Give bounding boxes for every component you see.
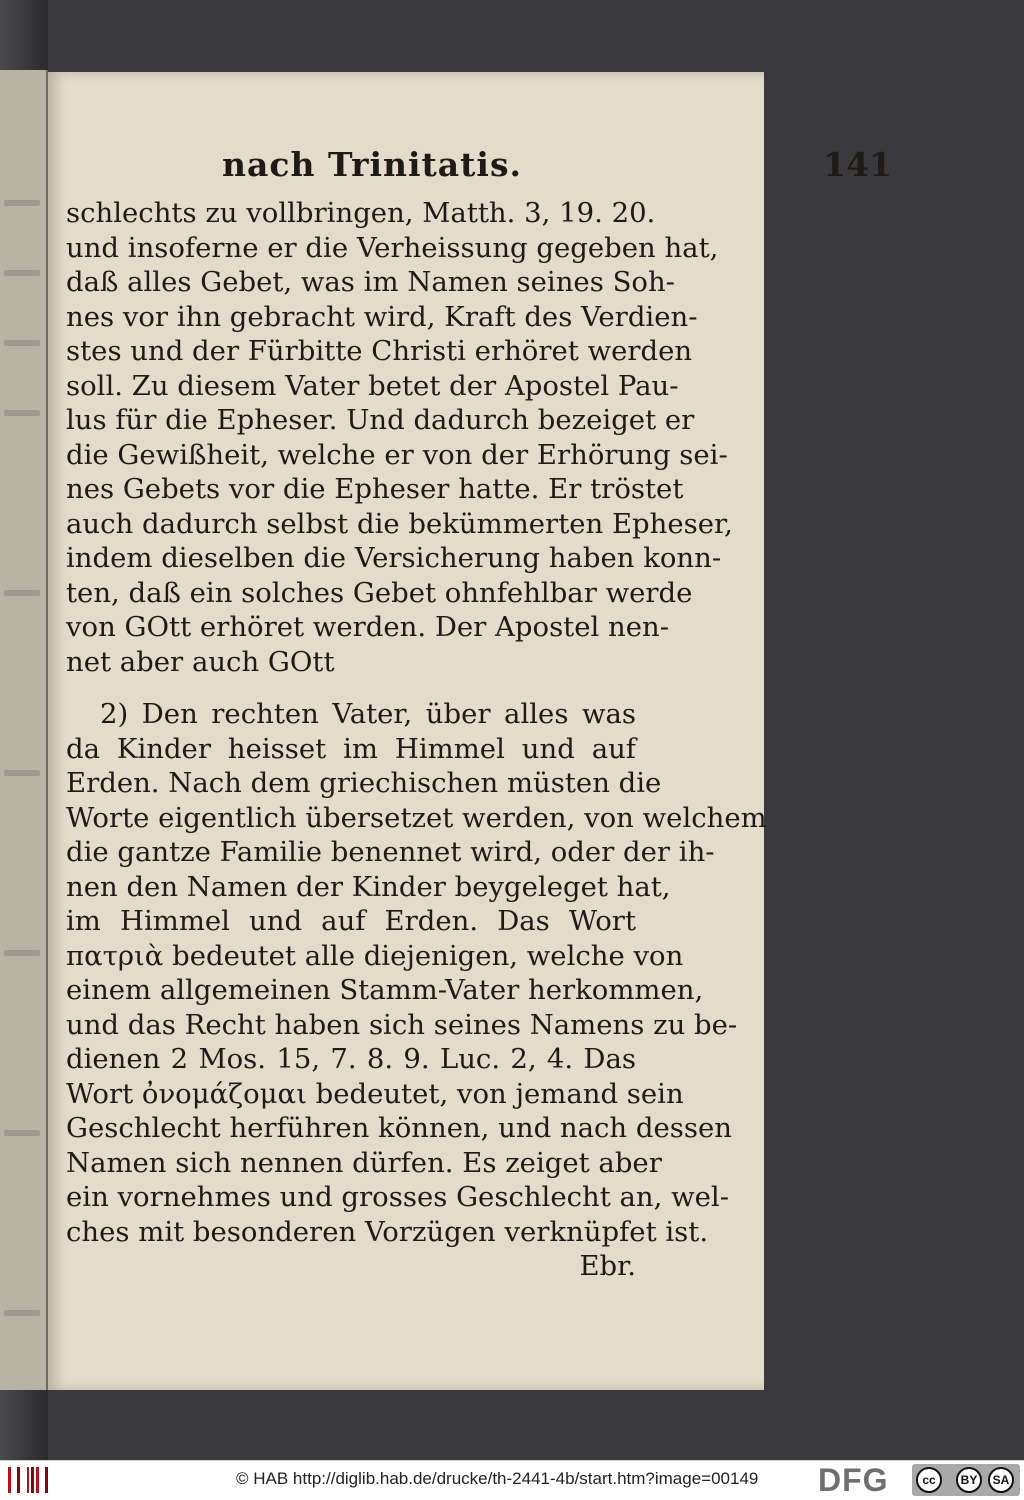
- text-line: nes Gebets vor die Epheser hatte. Er tröstet: [66, 473, 684, 505]
- text-line: da Kinder heisset im Himmel und auf: [66, 732, 636, 765]
- dfg-logo[interactable]: DFG: [818, 1462, 889, 1498]
- share-alike-icon: SA: [988, 1467, 1014, 1493]
- text-line: indem dieselben die Versicherung haben konn-: [66, 542, 722, 574]
- text-line: die gantze Familie benennet wird, oder der ih-: [66, 836, 715, 868]
- paragraph-1: [66, 196, 733, 679]
- text-line: net aber auch GOtt: [66, 645, 335, 678]
- bleed-through-mark: [4, 950, 40, 956]
- text-line: von GOtt erhöret werden. Der Apostel nen-: [66, 611, 670, 643]
- bleed-through-mark: [4, 1310, 40, 1316]
- running-head: [0, 145, 1024, 185]
- text-line: lus für die Epheser. Und dadurch bezeiget er: [66, 404, 695, 436]
- body-text: [66, 196, 767, 1284]
- previous-page-edge: [0, 70, 48, 1390]
- by-attribution-icon: BY: [956, 1467, 982, 1493]
- text-line: Geschlecht herführen können, und nach dessen: [66, 1112, 732, 1144]
- text-line: schlechts zu vollbringen, Matth. 3, 19. 20.: [66, 197, 656, 229]
- running-title: nach Trinitatis.: [222, 145, 523, 184]
- text-line: und das Recht haben sich seines Namens zu be-: [66, 1008, 738, 1041]
- text-line: dienen 2 Mos. 15, 7. 8. 9. Luc. 2, 4. Das: [66, 1043, 636, 1075]
- bleed-through-mark: [4, 1130, 40, 1136]
- text-line: Namen sich nennen dürfen. Es zeiget aber: [66, 1146, 662, 1179]
- bleed-through-mark: [4, 770, 40, 776]
- text-line: ches mit besonderen Vorzügen verknüpfet ist.: [66, 1215, 709, 1248]
- text-line: nen den Namen der Kinder beygeleget hat,: [66, 870, 671, 903]
- text-line: daß alles Gebet, was im Namen seines Soh-: [66, 266, 675, 298]
- text-line: stes und der Fürbitte Christi erhöret werden: [66, 335, 693, 367]
- text-line: ein vornehmes und grosses Geschlecht an, wel-: [66, 1181, 730, 1213]
- text-line: Wort ὀνομάζομαι bedeutet, von jemand sein: [66, 1077, 684, 1110]
- text-line: soll. Zu diesem Vater betet der Apostel Pau-: [66, 369, 679, 402]
- copyright-link[interactable]: © HAB http://diglib.hab.de/drucke/th-2441-4b/start.htm?image=00149: [236, 1469, 759, 1488]
- text-line: und insoferne er die Verheissung gegeben hat,: [66, 231, 719, 264]
- text-line: einem allgemeinen Stamm-Vater herkommen,: [66, 974, 704, 1006]
- paragraph-gap: [66, 679, 636, 697]
- paragraph-2: [66, 697, 767, 1249]
- cc-license-badge[interactable]: [912, 1464, 1020, 1496]
- hab-logo-icon[interactable]: [8, 1467, 48, 1493]
- text-line: 2) Den rechten Vater, über alles was: [100, 698, 636, 730]
- viewer-footer: [0, 1460, 1024, 1500]
- text-line: Worte eigentlich übersetzet werden, von welchem: [66, 801, 767, 834]
- cc-icon: cc: [916, 1467, 942, 1493]
- catchword: Ebr.: [579, 1250, 636, 1282]
- bleed-through-mark: [4, 340, 40, 346]
- bleed-through-mark: [4, 590, 40, 596]
- bleed-through-mark: [4, 270, 40, 276]
- text-line: im Himmel und auf Erden. Das Wort: [66, 905, 636, 937]
- text-line: nes vor ihn gebracht wird, Kraft des Verdien-: [66, 300, 698, 333]
- bleed-through-mark: [4, 200, 40, 206]
- text-line: Erden. Nach dem griechischen müsten die: [66, 767, 662, 799]
- text-line: πατριὰ bedeutet alle diejenigen, welche von: [66, 939, 684, 972]
- page-number: 141: [823, 145, 892, 184]
- text-line: die Gewißheit, welche er von der Erhörung sei-: [66, 438, 728, 471]
- text-line: ten, daß ein solches Gebet ohnfehlbar werde: [66, 576, 693, 609]
- text-line: auch dadurch selbst die bekümmerten Epheser,: [66, 507, 733, 540]
- bleed-through-mark: [4, 410, 40, 416]
